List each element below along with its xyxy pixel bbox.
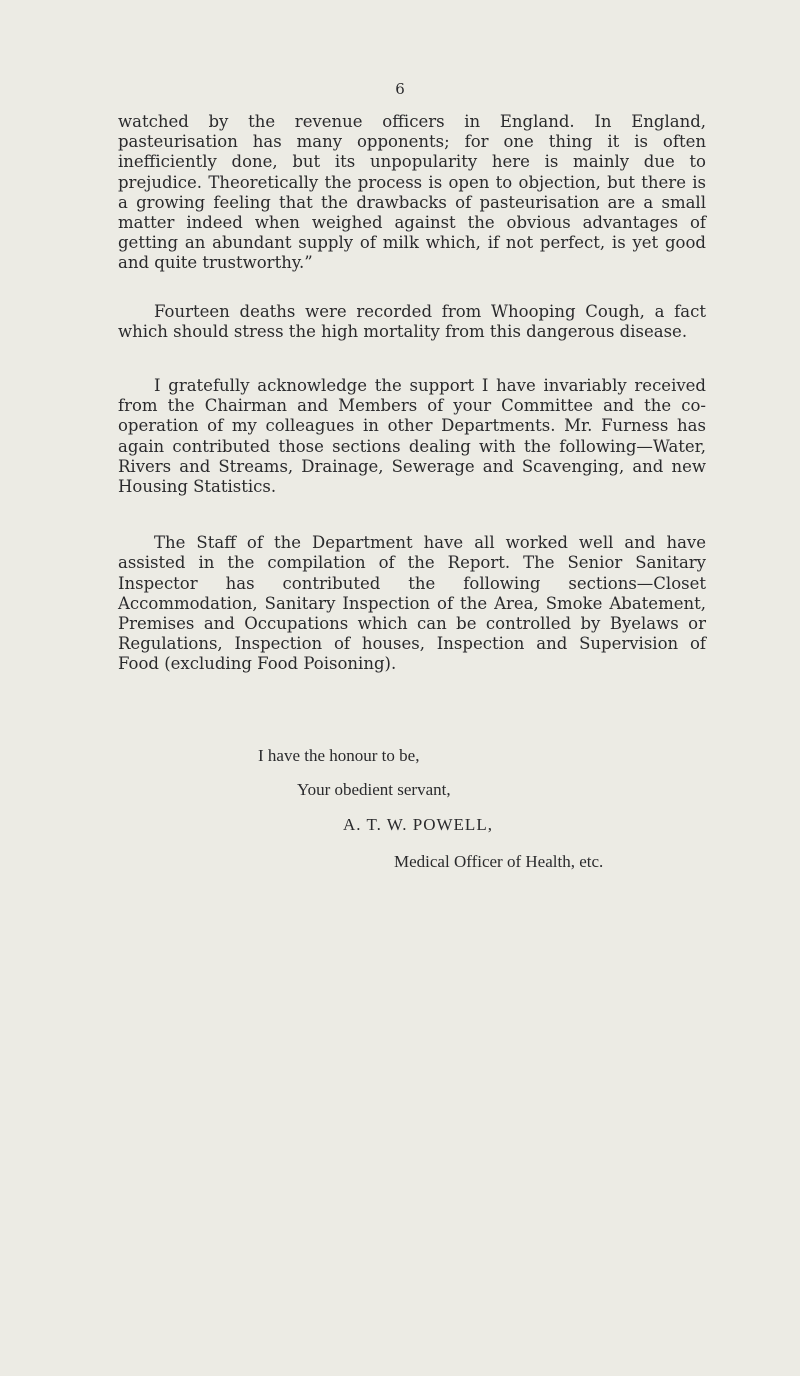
paragraph-whooping-cough: Fourteen deaths were recorded from Whooping Cough, a fact which should stress the high mortality from this dangerous disease.: [118, 301, 706, 341]
closing-servant: Your obedient servant,: [297, 780, 451, 799]
signature-name: A. T. W. POWELL,: [343, 815, 493, 834]
paragraph-acknowledgement: I gratefully acknowledge the support I have invariably received from the Chairman and Members of your Committee and the co-operation of my colleagues in other Departments. Mr. Furness has again contributed those sections dealing with the following—Water, Rivers and Streams, Drainage, Sewerage and Scavenging, and new Housing Statistics.: [118, 376, 706, 497]
paragraph-staff: The Staff of the Department have all worked well and have assisted in the compilation of the Report. The Senior Sanitary Inspector has contributed the following sections—Closet Accommodation, Sanitary Inspection of the Area, Smoke Abatement, Premises and Occupations which can be controlled by Byelaws or Regulations, Inspection of houses, Inspection and Supervision of Food (excluding Food Poisoning).: [118, 533, 706, 674]
closing-honour: I have the honour to be,: [258, 746, 420, 765]
letter-body: [118, 112, 706, 675]
paragraph-pasteurisation: watched by the revenue officers in England. In England, pasteurisation has many opponents; for one thing it is often inefficiently done, but its unpopularity here is mainly due to prejudice. Theoretically the process is open to objection, but there is a growing feeling that the drawbacks of pasteurisation are a small matter indeed when weighed against the obvious advantages of getting an abundant supply of milk which, if not perfect, is yet good and quite trustworthy.”: [118, 112, 706, 273]
page-number: 6: [395, 80, 405, 98]
signature-title: Medical Officer of Health, etc.: [394, 852, 604, 871]
